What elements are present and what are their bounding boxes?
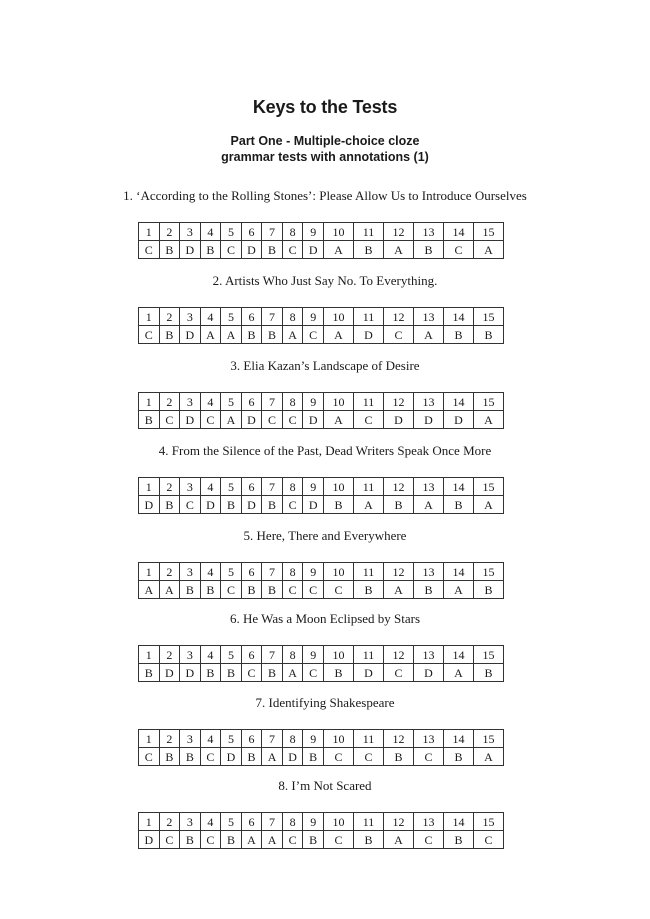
- answer-cell: C: [324, 748, 354, 766]
- answer-cell: B: [474, 326, 504, 344]
- question-number-cell: 6: [241, 730, 262, 748]
- answer-cell: C: [159, 411, 180, 429]
- answer-cell: B: [354, 581, 384, 599]
- answer-cell: A: [221, 411, 242, 429]
- question-number-cell: 6: [241, 308, 262, 326]
- question-number-cell: 13: [414, 478, 444, 496]
- answer-cell: A: [139, 581, 160, 599]
- answer-cell: B: [262, 581, 283, 599]
- answer-cell: B: [241, 326, 262, 344]
- question-number-cell: 12: [384, 563, 414, 581]
- subtitle-line-1: Part One - Multiple-choice cloze: [230, 134, 420, 148]
- question-number-cell: 3: [180, 308, 201, 326]
- answer-cell: C: [282, 831, 303, 849]
- question-number-cell: 5: [221, 393, 242, 411]
- answer-cell: D: [200, 496, 221, 514]
- question-number-cell: 3: [180, 478, 201, 496]
- answer-cell: B: [159, 496, 180, 514]
- answer-cell: B: [414, 581, 444, 599]
- question-number-cell: 6: [241, 223, 262, 241]
- question-number-cell: 13: [414, 730, 444, 748]
- answer-row: [139, 831, 504, 849]
- answer-cell: C: [384, 664, 414, 682]
- answer-cell: A: [262, 748, 283, 766]
- question-number-cell: 5: [221, 730, 242, 748]
- question-number-cell: 8: [282, 478, 303, 496]
- question-number-cell: 1: [139, 393, 160, 411]
- question-number-cell: 4: [200, 646, 221, 664]
- answer-cell: D: [282, 748, 303, 766]
- question-number-cell: 5: [221, 563, 242, 581]
- question-number-cell: 11: [354, 813, 384, 831]
- question-number-cell: 15: [474, 813, 504, 831]
- answer-cell: A: [200, 326, 221, 344]
- question-number-cell: 2: [159, 646, 180, 664]
- test-heading: 1. ‘According to the Rolling Stones’: Please Allow Us to Introduce Ourselves: [123, 188, 527, 203]
- question-number-cell: 12: [384, 646, 414, 664]
- answer-cell: C: [200, 831, 221, 849]
- answer-cell: D: [354, 326, 384, 344]
- question-number-cell: 1: [139, 223, 160, 241]
- answer-cell: C: [139, 326, 160, 344]
- test-heading: 6. He Was a Moon Eclipsed by Stars: [229, 611, 421, 626]
- question-number-row: [139, 646, 504, 664]
- answer-cell: D: [444, 411, 474, 429]
- question-number-cell: 13: [414, 308, 444, 326]
- answer-cell: B: [159, 241, 180, 259]
- answer-cell: D: [303, 241, 324, 259]
- answer-cell: A: [241, 831, 262, 849]
- question-number-row: [139, 813, 504, 831]
- answer-cell: A: [474, 496, 504, 514]
- question-number-cell: 8: [282, 223, 303, 241]
- question-number-cell: 10: [324, 223, 354, 241]
- answer-cell: B: [180, 831, 201, 849]
- answer-cell: B: [200, 581, 221, 599]
- answer-cell: B: [180, 581, 201, 599]
- answer-cell: C: [241, 664, 262, 682]
- question-number-cell: 14: [444, 223, 474, 241]
- question-number-row: [139, 730, 504, 748]
- question-number-cell: 7: [262, 563, 283, 581]
- answer-cell: B: [414, 241, 444, 259]
- answer-cell: C: [444, 241, 474, 259]
- question-number-cell: 9: [303, 813, 324, 831]
- answer-cell: B: [200, 241, 221, 259]
- answer-cell: A: [384, 831, 414, 849]
- question-number-cell: 9: [303, 393, 324, 411]
- answer-cell: B: [324, 664, 354, 682]
- answer-cell: B: [262, 326, 283, 344]
- answer-row: [139, 664, 504, 682]
- question-number-cell: 5: [221, 308, 242, 326]
- answer-cell: C: [303, 326, 324, 344]
- answer-cell: C: [139, 241, 160, 259]
- answer-cell: C: [354, 748, 384, 766]
- answer-cell: B: [384, 748, 414, 766]
- answer-cell: D: [414, 664, 444, 682]
- question-number-cell: 7: [262, 730, 283, 748]
- answer-cell: C: [282, 411, 303, 429]
- answer-cell: B: [200, 664, 221, 682]
- answer-cell: B: [159, 326, 180, 344]
- answer-cell: D: [303, 411, 324, 429]
- question-number-cell: 7: [262, 308, 283, 326]
- answer-key-table: [138, 812, 504, 849]
- answer-cell: D: [241, 241, 262, 259]
- answer-cell: B: [384, 496, 414, 514]
- answer-cell: B: [159, 748, 180, 766]
- question-number-cell: 8: [282, 563, 303, 581]
- test-heading: 4. From the Silence of the Past, Dead Writers Speak Once More: [158, 443, 492, 458]
- question-number-cell: 11: [354, 730, 384, 748]
- question-number-cell: 12: [384, 730, 414, 748]
- answer-cell: C: [303, 664, 324, 682]
- answer-cell: A: [159, 581, 180, 599]
- question-number-cell: 11: [354, 646, 384, 664]
- question-number-cell: 12: [384, 223, 414, 241]
- question-number-cell: 2: [159, 563, 180, 581]
- answer-cell: C: [139, 748, 160, 766]
- answer-cell: A: [324, 326, 354, 344]
- question-number-cell: 6: [241, 563, 262, 581]
- answer-cell: D: [303, 496, 324, 514]
- question-number-cell: 4: [200, 308, 221, 326]
- answer-cell: A: [414, 326, 444, 344]
- answer-key-table: [138, 645, 504, 682]
- answer-cell: B: [324, 496, 354, 514]
- answer-cell: D: [180, 664, 201, 682]
- question-number-cell: 14: [444, 478, 474, 496]
- answer-cell: B: [444, 326, 474, 344]
- answer-cell: A: [474, 411, 504, 429]
- answer-cell: C: [221, 581, 242, 599]
- subtitle-line-2: grammar tests with annotations (1): [221, 150, 429, 164]
- question-number-cell: 9: [303, 730, 324, 748]
- question-number-cell: 2: [159, 730, 180, 748]
- answer-cell: B: [303, 748, 324, 766]
- question-number-cell: 10: [324, 308, 354, 326]
- answer-cell: C: [159, 831, 180, 849]
- answer-cell: A: [444, 581, 474, 599]
- page-title: Keys to the Tests: [252, 97, 398, 117]
- question-number-cell: 4: [200, 813, 221, 831]
- question-number-cell: 5: [221, 646, 242, 664]
- answer-cell: A: [221, 326, 242, 344]
- question-number-cell: 3: [180, 393, 201, 411]
- answer-cell: A: [414, 496, 444, 514]
- answer-cell: B: [262, 664, 283, 682]
- answer-cell: D: [139, 831, 160, 849]
- answer-cell: B: [444, 496, 474, 514]
- answer-key-table: [138, 222, 504, 259]
- answer-cell: D: [354, 664, 384, 682]
- answer-cell: B: [221, 664, 242, 682]
- question-number-cell: 1: [139, 730, 160, 748]
- question-number-cell: 1: [139, 563, 160, 581]
- question-number-cell: 12: [384, 393, 414, 411]
- question-number-cell: 3: [180, 813, 201, 831]
- question-number-cell: 2: [159, 223, 180, 241]
- question-number-cell: 14: [444, 563, 474, 581]
- answer-cell: A: [384, 241, 414, 259]
- answer-cell: C: [474, 831, 504, 849]
- answer-cell: B: [474, 664, 504, 682]
- answer-row: [139, 581, 504, 599]
- test-heading: 2. Artists Who Just Say No. To Everything.: [212, 273, 438, 288]
- answer-cell: D: [384, 411, 414, 429]
- answer-cell: A: [282, 326, 303, 344]
- question-number-cell: 14: [444, 393, 474, 411]
- answer-cell: C: [180, 496, 201, 514]
- question-number-cell: 9: [303, 308, 324, 326]
- question-number-cell: 13: [414, 223, 444, 241]
- question-number-cell: 10: [324, 478, 354, 496]
- answer-cell: B: [444, 831, 474, 849]
- question-number-row: [139, 393, 504, 411]
- answer-cell: C: [414, 748, 444, 766]
- answer-cell: B: [180, 748, 201, 766]
- answer-cell: A: [324, 411, 354, 429]
- question-number-cell: 6: [241, 813, 262, 831]
- answer-cell: D: [241, 411, 262, 429]
- answer-cell: C: [384, 326, 414, 344]
- question-number-cell: 11: [354, 563, 384, 581]
- answer-key-table: [138, 729, 504, 766]
- question-number-cell: 6: [241, 646, 262, 664]
- answer-cell: A: [354, 496, 384, 514]
- question-number-cell: 9: [303, 223, 324, 241]
- question-number-cell: 8: [282, 646, 303, 664]
- answer-cell: C: [200, 748, 221, 766]
- answer-cell: D: [139, 496, 160, 514]
- question-number-cell: 5: [221, 478, 242, 496]
- question-number-cell: 15: [474, 563, 504, 581]
- question-number-cell: 13: [414, 563, 444, 581]
- answer-cell: D: [414, 411, 444, 429]
- question-number-cell: 7: [262, 813, 283, 831]
- question-number-cell: 7: [262, 478, 283, 496]
- answer-cell: C: [414, 831, 444, 849]
- question-number-cell: 4: [200, 393, 221, 411]
- question-number-cell: 9: [303, 646, 324, 664]
- answer-key-table: [138, 307, 504, 344]
- question-number-cell: 2: [159, 478, 180, 496]
- question-number-cell: 6: [241, 478, 262, 496]
- answer-cell: B: [241, 581, 262, 599]
- answer-cell: D: [221, 748, 242, 766]
- answer-cell: C: [282, 496, 303, 514]
- question-number-cell: 10: [324, 730, 354, 748]
- answer-cell: B: [444, 748, 474, 766]
- answer-cell: D: [180, 411, 201, 429]
- question-number-cell: 8: [282, 813, 303, 831]
- question-number-cell: 12: [384, 813, 414, 831]
- answer-cell: C: [354, 411, 384, 429]
- question-number-row: [139, 223, 504, 241]
- question-number-cell: 10: [324, 646, 354, 664]
- question-number-cell: 13: [414, 646, 444, 664]
- answer-key-table: [138, 477, 504, 514]
- answer-key-table: [138, 392, 504, 429]
- question-number-cell: 15: [474, 308, 504, 326]
- question-number-cell: 12: [384, 308, 414, 326]
- question-number-cell: 2: [159, 393, 180, 411]
- answer-cell: A: [444, 664, 474, 682]
- answer-cell: A: [324, 241, 354, 259]
- answer-cell: C: [324, 581, 354, 599]
- question-number-cell: 3: [180, 730, 201, 748]
- answer-row: [139, 326, 504, 344]
- answer-cell: C: [282, 241, 303, 259]
- answer-cell: D: [159, 664, 180, 682]
- question-number-cell: 1: [139, 813, 160, 831]
- answer-cell: C: [282, 581, 303, 599]
- question-number-cell: 5: [221, 813, 242, 831]
- question-number-cell: 14: [444, 730, 474, 748]
- test-heading: 5. Here, There and Everywhere: [243, 528, 407, 543]
- answer-cell: B: [139, 411, 160, 429]
- test-heading: 8. I’m Not Scared: [278, 778, 372, 793]
- answer-cell: B: [221, 831, 242, 849]
- question-number-cell: 11: [354, 223, 384, 241]
- question-number-cell: 8: [282, 308, 303, 326]
- question-number-cell: 1: [139, 308, 160, 326]
- question-number-cell: 9: [303, 563, 324, 581]
- test-heading: 7. Identifying Shakespeare: [255, 695, 395, 710]
- question-number-cell: 15: [474, 646, 504, 664]
- question-number-cell: 4: [200, 223, 221, 241]
- answer-cell: B: [354, 831, 384, 849]
- answer-cell: B: [474, 581, 504, 599]
- question-number-cell: 13: [414, 393, 444, 411]
- answer-cell: A: [474, 241, 504, 259]
- answer-cell: D: [180, 326, 201, 344]
- question-number-cell: 4: [200, 563, 221, 581]
- question-number-cell: 15: [474, 730, 504, 748]
- question-number-cell: 7: [262, 646, 283, 664]
- question-number-cell: 12: [384, 478, 414, 496]
- question-number-cell: 7: [262, 393, 283, 411]
- question-number-cell: 9: [303, 478, 324, 496]
- answer-cell: A: [384, 581, 414, 599]
- question-number-cell: 2: [159, 813, 180, 831]
- question-number-cell: 11: [354, 393, 384, 411]
- answer-row: [139, 241, 504, 259]
- question-number-cell: 4: [200, 478, 221, 496]
- question-number-cell: 10: [324, 813, 354, 831]
- question-number-cell: 11: [354, 308, 384, 326]
- question-number-cell: 14: [444, 646, 474, 664]
- answer-cell: C: [221, 241, 242, 259]
- question-number-cell: 8: [282, 730, 303, 748]
- question-number-cell: 14: [444, 813, 474, 831]
- answer-cell: D: [180, 241, 201, 259]
- question-number-cell: 3: [180, 646, 201, 664]
- answer-key-table: [138, 562, 504, 599]
- question-number-cell: 4: [200, 730, 221, 748]
- question-number-cell: 10: [324, 563, 354, 581]
- question-number-row: [139, 308, 504, 326]
- answer-cell: B: [221, 496, 242, 514]
- answer-cell: B: [262, 241, 283, 259]
- question-number-cell: 8: [282, 393, 303, 411]
- answer-cell: D: [241, 496, 262, 514]
- question-number-cell: 5: [221, 223, 242, 241]
- question-number-cell: 7: [262, 223, 283, 241]
- test-heading: 3. Elia Kazan’s Landscape of Desire: [230, 358, 420, 373]
- question-number-cell: 13: [414, 813, 444, 831]
- answer-cell: B: [262, 496, 283, 514]
- question-number-cell: 3: [180, 223, 201, 241]
- answer-row: [139, 411, 504, 429]
- answer-cell: B: [139, 664, 160, 682]
- answer-cell: B: [241, 748, 262, 766]
- answer-cell: C: [200, 411, 221, 429]
- answer-cell: C: [262, 411, 283, 429]
- page-subtitle: [0, 133, 650, 165]
- question-number-cell: 15: [474, 393, 504, 411]
- answer-cell: A: [474, 748, 504, 766]
- question-number-cell: 11: [354, 478, 384, 496]
- answer-cell: A: [282, 664, 303, 682]
- question-number-cell: 3: [180, 563, 201, 581]
- question-number-cell: 6: [241, 393, 262, 411]
- question-number-cell: 1: [139, 646, 160, 664]
- question-number-cell: 15: [474, 478, 504, 496]
- question-number-row: [139, 563, 504, 581]
- question-number-row: [139, 478, 504, 496]
- answer-cell: B: [354, 241, 384, 259]
- answer-cell: A: [262, 831, 283, 849]
- question-number-cell: 2: [159, 308, 180, 326]
- answer-row: [139, 748, 504, 766]
- question-number-cell: 10: [324, 393, 354, 411]
- question-number-cell: 15: [474, 223, 504, 241]
- answer-cell: B: [303, 831, 324, 849]
- question-number-cell: 1: [139, 478, 160, 496]
- question-number-cell: 14: [444, 308, 474, 326]
- answer-cell: C: [303, 581, 324, 599]
- answer-cell: C: [324, 831, 354, 849]
- answer-row: [139, 496, 504, 514]
